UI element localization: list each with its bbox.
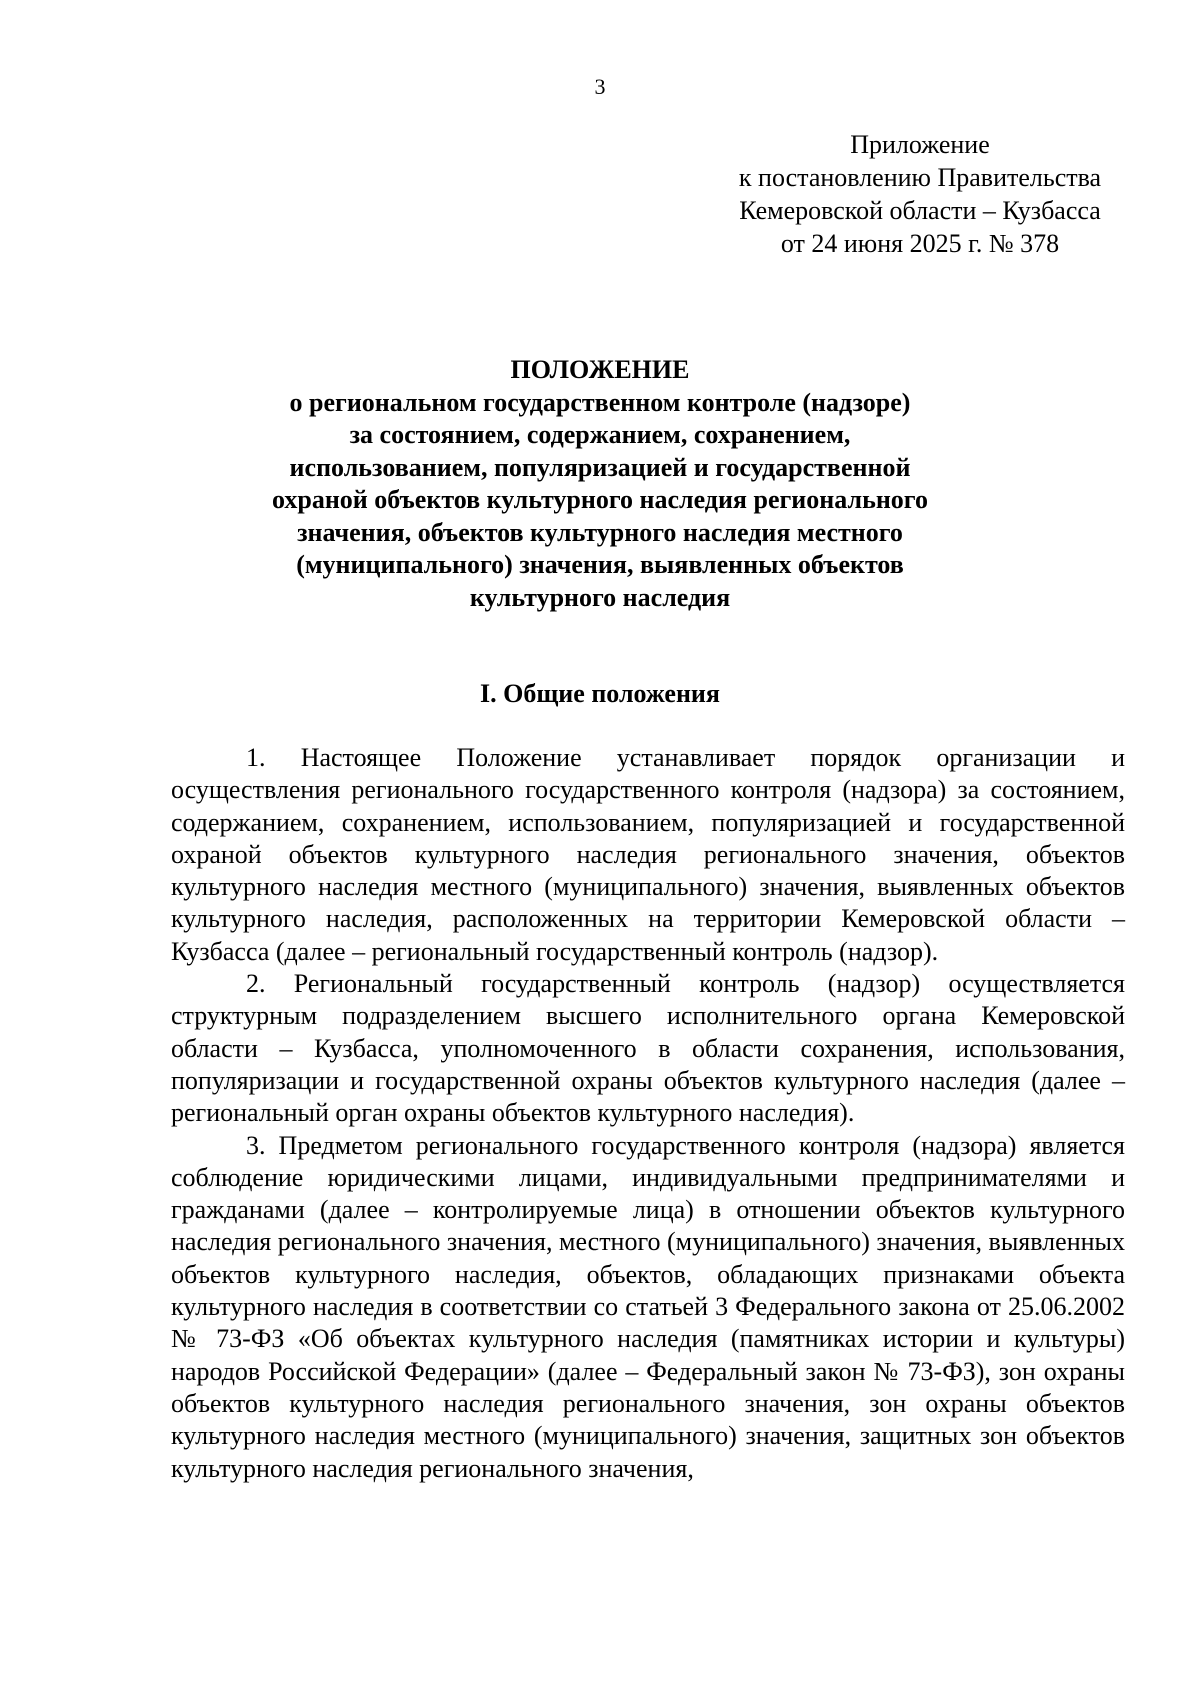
title-line-7: культурного наследия	[469, 582, 731, 612]
paragraph-3: 3. Предметом регионального государственного контроля (надзора) является соблюдение юридическими лицами, индивидуальными предпринимателями и гражданами (далее – контролируемые лица) в отношении объектов культурного наследия регионального значения, местного (муниципального) значения, выявленных объектов культурного наследия, объектов, обладающих признаками объекта культурного наследия в соответствии со статьей 3 Федерального закона от 25.06.2002 № 73-ФЗ «Об объектах культурного наследия (памятниках истории и культуры) народов Российской Федерации» (далее – Федеральный закон № 73-ФЗ), зон охраны объектов культурного наследия регионального значения, зон охраны объектов культурного наследия местного (муниципального) значения, защитных зон объектов культурного наследия регионального значения,	[171, 1130, 1125, 1483]
title-line-2: за состоянием, содержанием, сохранением,	[349, 420, 851, 449]
page-number: 3	[594, 74, 606, 99]
title-line-3: использованием, популяризацией и государственной	[289, 452, 911, 482]
appendix-line-2: к постановлению Правительства	[738, 163, 1102, 192]
body-text	[171, 742, 1125, 1485]
title-line-1: о региональном государственном контроле (надзоре)	[289, 387, 911, 417]
appendix-line-4: от 24 июня 2025 г. № 378	[780, 229, 1060, 258]
section-heading: I. Общие положения	[480, 679, 720, 708]
title-line-6: (муниципального) значения, выявленных объектов	[296, 550, 904, 579]
paragraph-1: 1. Настоящее Положение устанавливает порядок организации и осуществления регионального государственного контроля (надзора) за состоянием, содержанием, сохранением, использованием, популяризацией и государственной охраной объектов культурного наследия регионального значения, объектов культурного наследия местного (муниципального) значения, выявленных объектов культурного наследия, расположенных на территории Кемеровской области – Кузбасса (далее – региональный государственный контроль (надзор).	[171, 743, 1125, 966]
appendix-line-3: Кемеровской области – Кузбасса	[739, 196, 1101, 225]
title-line-4: охраной объектов культурного наследия регионального	[272, 485, 928, 514]
appendix-line-1: Приложение	[850, 130, 990, 159]
title-heading: ПОЛОЖЕНИЕ	[510, 355, 690, 384]
appendix-block	[700, 128, 1140, 260]
title-line-5: значения, объектов культурного наследия местного	[297, 517, 903, 547]
document-title	[200, 354, 1000, 614]
paragraph-2: 2. Региональный государственный контроль (надзор) осуществляется структурным подразделением высшего исполнительного органа Кемеровской области – Кузбасса, уполномоченного в области сохранения, использования, популяризации и государственной охраны объектов культурного наследия (далее – региональный орган охраны объектов культурного наследия).	[171, 969, 1125, 1128]
